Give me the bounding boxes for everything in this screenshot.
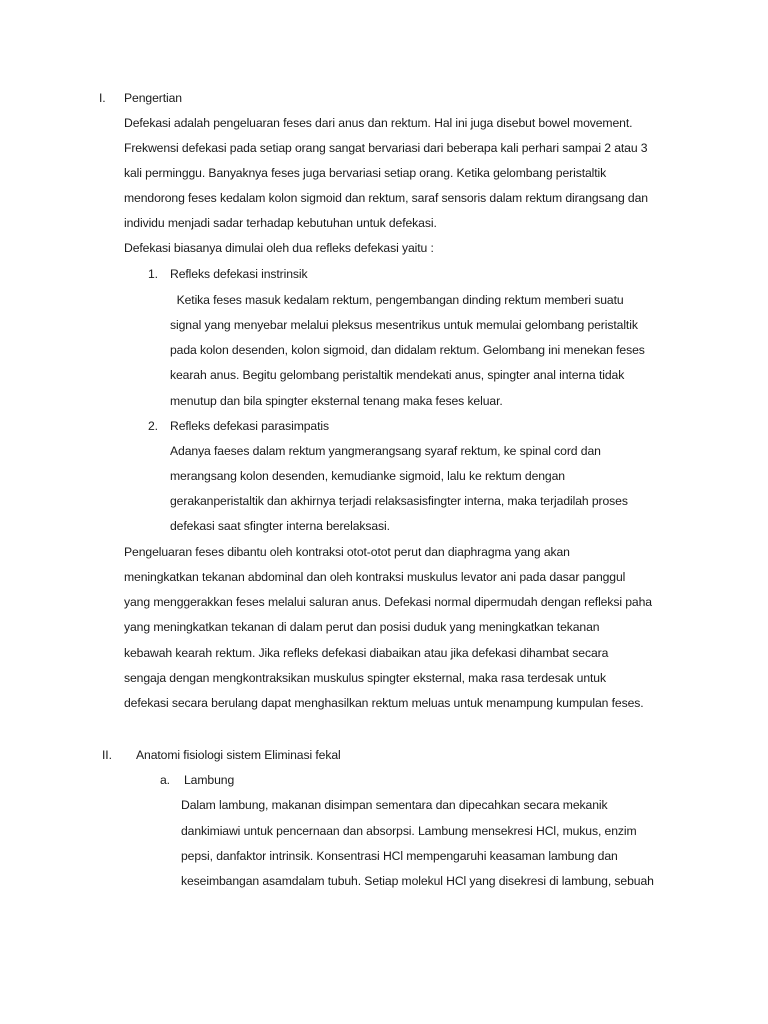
paragraph-line: individu menjadi sadar terhadap kebutuhan untuk defekasi. — [124, 216, 437, 230]
paragraph-line: signal yang menyebar melalui pleksus mesentrikus untuk memulai gelombang peristaltik — [170, 318, 638, 332]
section-title: Pengertian — [124, 91, 182, 105]
paragraph-line: mendorong feses kedalam kolon sigmoid dan rektum, saraf sensoris dalam rektum dirangsang dan — [124, 191, 648, 205]
paragraph-line: kebawah kearah rektum. Jika refleks defekasi diabaikan atau jika defekasi dihambat secara — [124, 646, 609, 660]
list-item-title: Refleks defekasi parasimpatis — [170, 419, 329, 433]
paragraph-line: meningkatkan tekanan abdominal dan oleh kontraksi muskulus levator ani pada dasar panggul — [124, 570, 626, 584]
paragraph-line: defekasi secara berulang dapat menghasilkan rektum meluas untuk menampung kumpulan feses. — [124, 696, 644, 710]
paragraph-line: sengaja dengan mengkontraksikan muskulus spingter eksternal, maka rasa terdesak untuk — [124, 671, 606, 685]
paragraph-line: Dalam lambung, makanan disimpan sementara dan dipecahkan secara mekanik — [181, 798, 608, 812]
paragraph-line: keseimbangan asamdalam tubuh. Setiap molekul HCl yang disekresi di lambung, sebuah — [181, 874, 654, 888]
list-number: a. — [160, 773, 170, 787]
paragraph-line: yang menggerakkan feses melalui saluran anus. Defekasi normal dipermudah dengan refleksi paha — [124, 595, 652, 609]
section-number: II. — [102, 748, 112, 762]
paragraph-line: Pengeluaran feses dibantu oleh kontraksi otot-otot perut dan diaphragma yang akan — [124, 545, 570, 559]
paragraph-line: Defekasi biasanya dimulai oleh dua refleks defekasi yaitu : — [124, 241, 434, 255]
paragraph-line: yang meningkatkan tekanan di dalam perut dan posisi duduk yang meningkatkan tekanan — [124, 620, 600, 634]
paragraph-line: kearah anus. Begitu gelombang peristaltik mendekati anus, spingter anal interna tidak — [170, 368, 625, 382]
list-number: 2. — [148, 419, 158, 433]
paragraph-line: gerakanperistaltik dan akhirnya terjadi relaksasisfingter interna, maka terjadilah proses — [170, 494, 628, 508]
paragraph-line: dankimiawi untuk pencernaan dan absorpsi. Lambung mensekresi HCl, mukus, enzim — [181, 824, 637, 838]
paragraph-line: pada kolon desenden, kolon sigmoid, dan didalam rektum. Gelombang ini menekan feses — [170, 343, 645, 357]
paragraph-line: merangsang kolon desenden, kemudianke sigmoid, lalu ke rektum dengan — [170, 469, 565, 483]
paragraph-line: kali perminggu. Banyaknya feses juga bervariasi setiap orang. Ketika gelombang peristaltik — [124, 166, 607, 180]
list-item-title: Lambung — [184, 773, 235, 787]
section-title: Anatomi fisiologi sistem Eliminasi fekal — [136, 748, 341, 762]
paragraph-line: Frekwensi defekasi pada setiap orang sangat bervariasi dari beberapa kali perhari sampai 2 atau 3 — [124, 141, 648, 155]
paragraph-line: menutup dan bila spingter eksternal tenang maka feses keluar. — [170, 394, 503, 408]
paragraph-line: Ketika feses masuk kedalam rektum, pengembangan dinding rektum memberi suatu — [170, 293, 624, 307]
paragraph-line: defekasi saat sfingter interna berelaksasi. — [170, 519, 390, 533]
section-number: I. — [99, 91, 106, 105]
paragraph-line: pepsi, danfaktor intrinsik. Konsentrasi HCl mempengaruhi keasaman lambung dan — [181, 849, 618, 863]
list-number: 1. — [148, 267, 158, 281]
paragraph-line: Defekasi adalah pengeluaran feses dari anus dan rektum. Hal ini juga disebut bowel movement. — [124, 116, 633, 130]
paragraph-line: Adanya faeses dalam rektum yangmerangsang syaraf rektum, ke spinal cord dan — [170, 444, 601, 458]
list-item-title: Refleks defekasi instrinsik — [170, 267, 308, 281]
